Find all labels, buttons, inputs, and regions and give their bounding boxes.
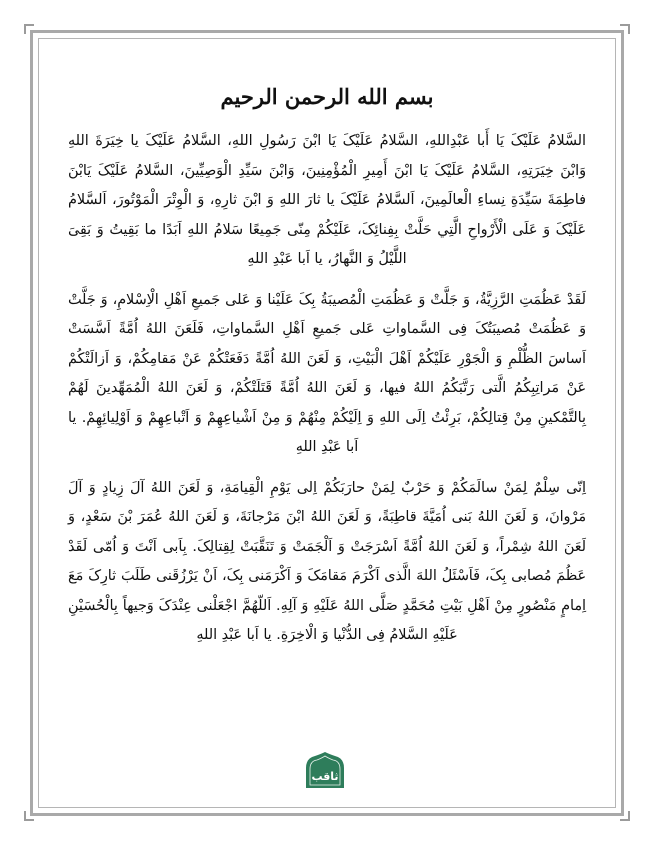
publisher-emblem-icon bbox=[302, 752, 348, 790]
document-body bbox=[68, 84, 586, 662]
corner-ornament-bottom-left bbox=[24, 811, 34, 821]
paragraph-2: لَقَدْ عَظُمَتِ الرَّزِيَّةُ، وَ جَلَّتْ وَ عَظُمَتِ الْمُصيبَةُ بِکَ عَلَيْنا وَ عَلی جَميعِ اَهْلِ الْاِسْلامِ، وَ جَلَّتْ وَ عَظُمَتْ مُصيبَتُکَ فِی السَّماواتِ عَلی جَميعِ اَهْلِ السَّماواتِ، فَلَعَنَ اللهُ اُمَّةً اَسَّسَتْ اَساسَ الظُّلْمِ وَ الْجَوْرِ عَلَيْکُمْ اَهْلَ الْبَيْتِ، وَ لَعَنَ اللهُ اُمَّةً دَفَعَتْکُمْ عَنْ مَقامِکُمْ، وَ اَزالَتْکُمْ عَنْ مَراتِبِکُمُ الَّتی رَتَّبَکُمُ اللهُ فيها، وَ لَعَنَ اللهُ اُمَّةً قَتَلَتْکُمْ، وَ لَعَنَ اللهُ الْمُمَهِّدينَ لَهُمْ بِالتَّمْکينِ مِنْ قِتالِکُمْ، بَرِئْتُ اِلَی اللهِ وَ اِلَيْکُمْ مِنْهُمْ وَ مِنْ اَشْياعِهِمْ وَ اَتْباعِهِمْ وَ اَوْلِيائِهِمْ. يا اَبا عَبْدِ اللهِ bbox=[68, 291, 586, 455]
corner-ornament-top-left bbox=[24, 24, 34, 34]
paragraph-1: السَّلامُ عَلَيْکَ يَا أَبا عَبْدِاللهِ، السَّلامُ عَلَيْکَ يَا ابْنَ رَسُولِ اللهِ، السَّلامُ عَلَيْکَ يا خِيَرَةَ اللهِ وَابْنَ خِيَرَتِهِ، السَّلامُ عَلَيْکَ يَا ابْنَ أَمِيرِ الْمُؤْمِنِينَ، وَابْنَ سَيِّدِ الْوَصِيِّينَ، السَّلامُ عَلَيْکَ يَابْنَ فاطِمَةَ سَيِّدَةِ نِساءِ الْعالَمِينَ، اَلسَّلامُ عَلَيْکَ يا ثارَ اللهِ وَ ابْنَ ثارِهِ، وَ الْوِتْرَ الْمَوْتُورَ، اَلسَّلامُ عَلَيْکَ وَ عَلَى الْأَرْواحِ الَّتِي حَلَّتْ بِفِنائِکَ، عَلَيْکُمْ مِنّی جَمِيعًا سَلامُ اللهِ اَبَدًا ما بَقِيتُ وَ بَقِیَ اللَّيْلُ وَ النَّهارُ، يا اَبا عَبْدِ اللهِ bbox=[68, 133, 586, 267]
corner-ornament-top-right bbox=[620, 24, 630, 34]
corner-ornament-bottom-right bbox=[620, 811, 630, 821]
page-title: بسم الله الرحمن الرحيم bbox=[220, 84, 434, 109]
logo-text: ثاقب bbox=[311, 770, 339, 783]
paragraph-3: اِنّی سِلْمٌ لِمَنْ سالَمَکُمْ وَ حَرْبٌ لِمَنْ حارَبَکُمْ اِلی يَوْمِ الْقِيامَةِ، وَ لَعَنَ اللهُ آلَ زِيادٍ وَ آلَ مَرْوانَ، وَ لَعَنَ اللهُ بَنی اُمَيَّةَ قاطِبَةً، وَ لَعَنَ اللهُ ابْنَ مَرْجانَةَ، وَ لَعَنَ اللهُ عُمَرَ بْنَ سَعْدٍ، وَ لَعَنَ اللهُ شِمْراً، وَ لَعَنَ اللهُ اُمَّةً اَسْرَجَتْ وَ اَلْجَمَتْ وَ تَنَقَّبَتْ لِقِتالِکَ. بِاَبی اَنْتَ وَ اُمّی لَقَدْ عَظُمَ مُصابی بِکَ، فَاَسْئَلُ اللهَ الَّذی اَکْرَمَ مَقامَکَ وَ اَکْرَمَنی بِکَ، اَنْ يَرْزُقَنی طَلَبَ ثارِکَ مَعَ اِمامٍ مَنْصُورٍ مِنْ اَهْلِ بَيْتِ مُحَمَّدٍ صَلَّی اللهُ عَلَيْهِ وَ آلِهِ. اَللّهُمَّ اجْعَلْنی عِنْدَکَ وَجيهاً بِالْحُسَيْنِ عَلَيْهِ السَّلامُ فِی الدُّنْيا وَ الْاخِرَةِ. يا اَبا عَبْدِ اللهِ bbox=[68, 479, 586, 643]
